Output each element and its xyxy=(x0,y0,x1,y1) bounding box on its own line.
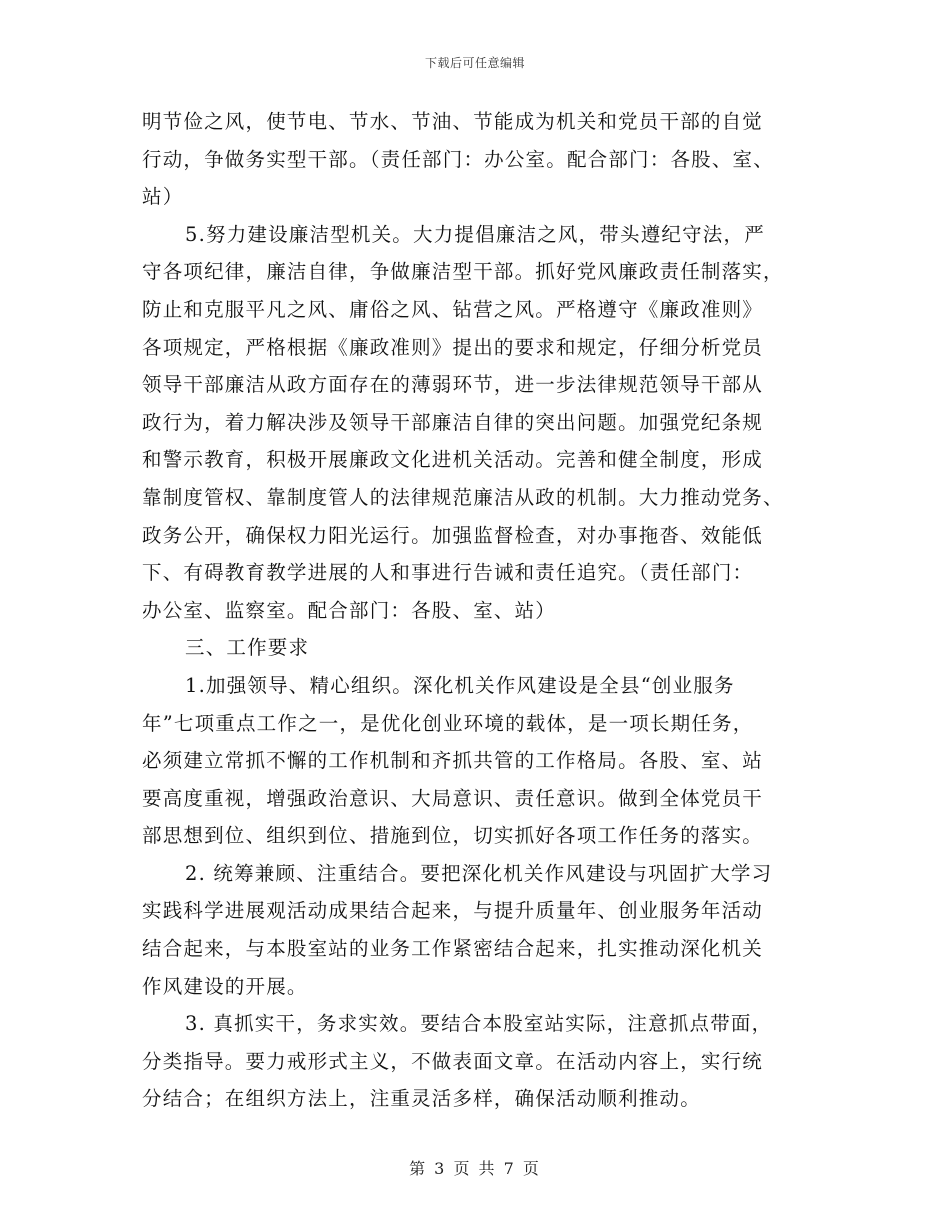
text-line: 2. 统筹兼顾、注重结合。要把深化机关作风建设与巩固扩大学习 xyxy=(185,861,773,885)
text-line: 防止和克服平凡之风、庸俗之风、钻营之风。严格遵守《廉政准则》 xyxy=(142,297,764,321)
text-line: 5.努力建设廉洁型机关。大力提倡廉洁之风，带头遵纪守法，严 xyxy=(185,222,765,246)
text-line: 3. 真抓实干，务求实效。要结合本股室站实际，注意抓点带面， xyxy=(185,1012,773,1036)
page-number-footer: 第 3 页 共 7 页 xyxy=(409,1159,541,1178)
text-line: 1.加强领导、精心组织。深化机关作风建设是全县“创业服务 xyxy=(185,673,735,697)
text-line: 分类指导。要力戒形式主义，不做表面文章。在活动内容上，实行统 xyxy=(142,1049,764,1073)
document-body xyxy=(142,103,822,1118)
text-line: 领导干部廉洁从政方面存在的薄弱环节，进一步法律规范领导干部从 xyxy=(142,373,764,397)
text-line: 分结合；在组织方法上，注重灵活多样，确保活动顺利推动。 xyxy=(142,1087,701,1111)
page-header: 下载后可任意编辑 xyxy=(424,56,525,70)
text-line: 部思想到位、组织到位、措施到位，切实抓好各项工作任务的落实。 xyxy=(142,824,764,848)
text-line: 政行为，着力解决涉及领导干部廉洁自律的突出问题。加强党纪条规 xyxy=(142,410,764,434)
text-line: 下、有碍教育教学进展的人和事进行告诫和责任追究。（责任部门： xyxy=(142,561,754,585)
text-line: 要高度重视，增强政治意识、大局意识、责任意识。做到全体党员干 xyxy=(142,786,764,810)
text-line: 站） xyxy=(142,185,184,209)
text-line: 明节俭之风，使节电、节水、节油、节能成为机关和党员干部的自觉 xyxy=(142,110,764,133)
text-line: 各项规定，严格根据《廉政准则》提出的要求和规定，仔细分析党员 xyxy=(142,335,764,359)
text-line: 结合起来，与本股室站的业务工作紧密结合起来，扎实推动深化机关 xyxy=(142,937,764,961)
text-line: 和警示教育，积极开展廉政文化进机关活动。完善和健全制度，形成 xyxy=(142,448,764,472)
text-line: 实践科学进展观活动成果结合起来，与提升质量年、创业服务年活动 xyxy=(142,899,764,923)
text-line: 作风建设的开展。 xyxy=(142,974,308,998)
text-line: 靠制度管权、靠制度管人的法律规范廉洁从政的机制。大力推动党务、 xyxy=(142,485,784,509)
text-line: 政务公开，确保权力阳光运行。加强监督检查，对办事拖沓、效能低 xyxy=(142,523,764,547)
text-line: 行动，争做务实型干部。（责任部门：办公室。配合部门：各股、室、 xyxy=(142,147,774,171)
text-line: 三、工作要求 xyxy=(185,636,310,660)
text-line: 必须建立常抓不懈的工作机制和齐抓共管的工作格局。各股、室、站 xyxy=(142,749,764,773)
text-line: 年”七项重点工作之一，是优化创业环境的载体，是一项长期任务， xyxy=(142,711,754,735)
text-line: 办公室、监察室。配合部门：各股、室、站） xyxy=(142,598,557,622)
text-line: 守各项纪律，廉洁自律，争做廉洁型干部。抓好党风廉政责任制落实， xyxy=(142,260,784,284)
